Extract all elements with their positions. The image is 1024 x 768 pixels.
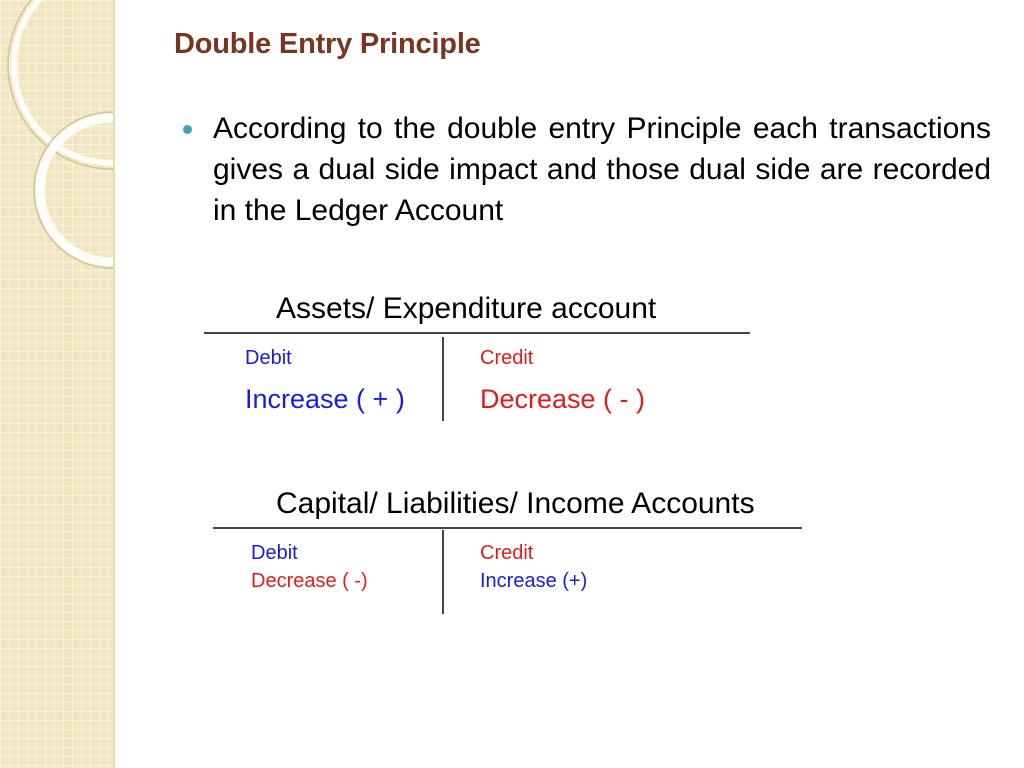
credit-label: Credit <box>480 542 534 564</box>
debit-value: Decrease ( -) <box>251 570 368 592</box>
t-account-heading: Assets/ Expenditure account <box>276 292 657 325</box>
debit-value: Increase ( + ) <box>245 384 405 414</box>
debit-label: Debit <box>251 542 298 564</box>
decorative-side-panel <box>0 0 115 768</box>
page-title: Double Entry Principle <box>174 28 481 60</box>
credit-value: Increase (+) <box>480 570 588 592</box>
t-account-vertical-rule <box>442 337 444 421</box>
bullet-icon <box>183 125 192 134</box>
bullet-text: According to the double entry Principle each transactions gives a dual side impact and those dual side are recorded in the Ledger Account <box>213 112 991 227</box>
t-account-vertical-rule <box>442 530 444 614</box>
credit-value: Decrease ( - ) <box>480 384 646 414</box>
t-account-horizontal-rule <box>213 527 802 529</box>
credit-label: Credit <box>480 347 534 369</box>
debit-label: Debit <box>245 347 292 369</box>
t-account-horizontal-rule <box>204 332 750 334</box>
decorative-circles <box>0 0 113 768</box>
t-account-heading: Capital/ Liabilities/ Income Accounts <box>276 487 755 520</box>
